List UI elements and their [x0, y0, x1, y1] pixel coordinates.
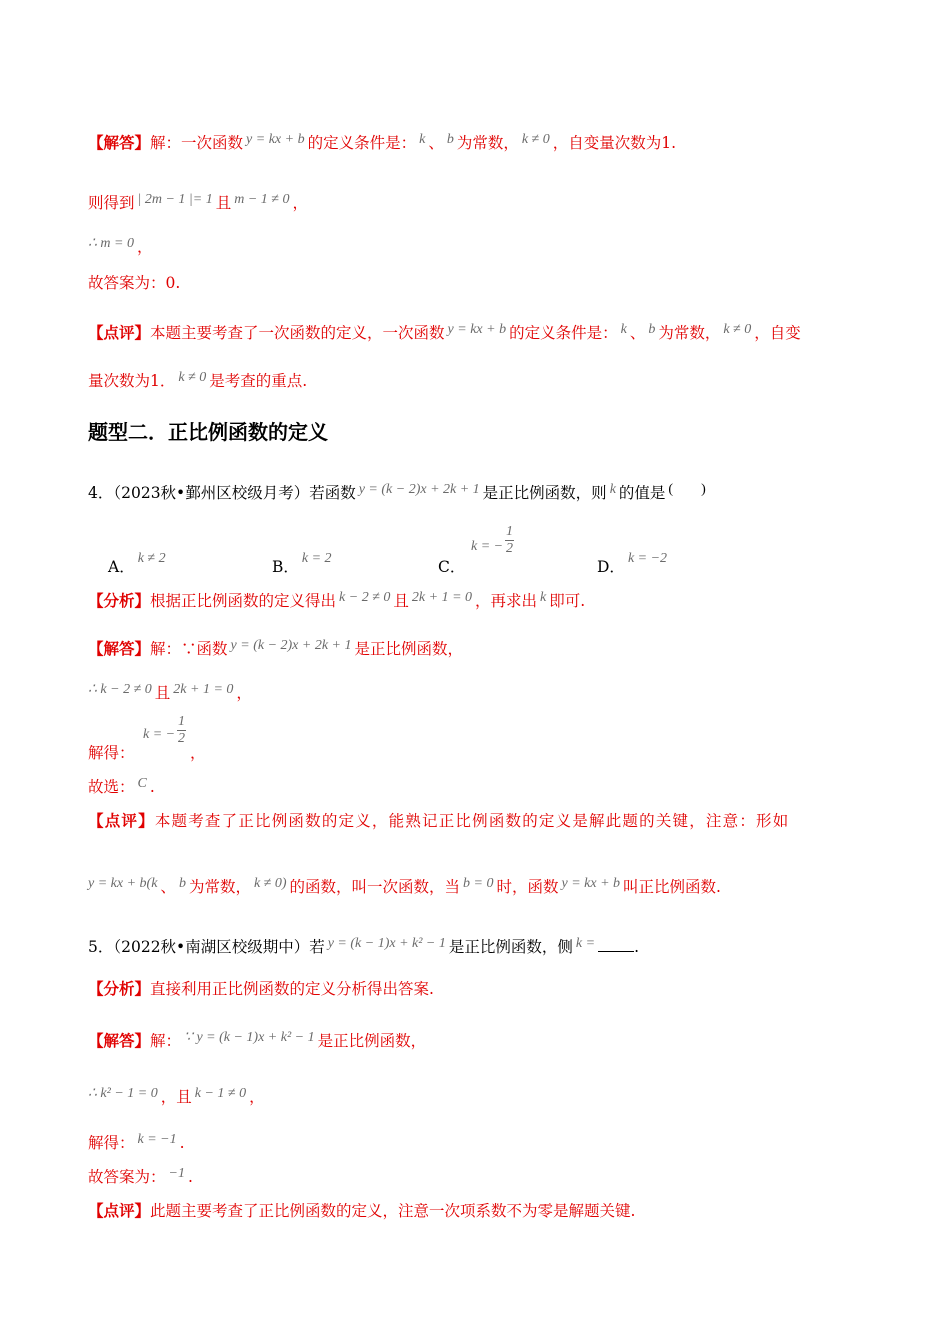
- math-expr: k: [419, 132, 426, 147]
- question-4: [88, 482, 709, 506]
- text: 直接利用正比例函数的定义分析得出答案.: [150, 980, 434, 998]
- text: ，: [249, 1088, 265, 1106]
- answer-line: [88, 272, 180, 294]
- text: .: [149, 778, 155, 796]
- math-expr: y = (k − 2)x + 2k + 1: [230, 638, 352, 653]
- analysis-label: 【分析】: [88, 979, 151, 998]
- solution-label: 【解答】: [88, 1031, 151, 1050]
- option-letter: B．: [272, 558, 299, 576]
- math-expr: ∵ y = (k − 1)x + k² − 1: [184, 1030, 315, 1045]
- math-expr: y = (k − 1)x + k² − 1: [327, 936, 446, 951]
- fraction: [177, 714, 186, 747]
- fraction-num: 1: [506, 524, 513, 539]
- math-expr: C: [137, 776, 147, 791]
- text: 的值是: [618, 484, 666, 502]
- solution-step: [88, 682, 252, 706]
- text: 是正比例函数，: [354, 640, 464, 658]
- text: ，且: [160, 1088, 192, 1106]
- text: 是正比例函数，: [317, 1032, 427, 1050]
- math-expr: k: [620, 322, 627, 337]
- text: .: [634, 938, 639, 956]
- math-expr: −1: [168, 1166, 185, 1181]
- text: 时，函数: [496, 878, 559, 896]
- question-5: [88, 936, 639, 960]
- text: 此题主要考查了正比例函数的定义，注意一次项系数不为零是解题关键.: [150, 1202, 636, 1220]
- math-expr: k ≠ 0): [253, 876, 287, 891]
- text: 本题考查了正比例函数的定义，能熟记正比例函数的定义是解此题的关键，注意：形如: [154, 812, 790, 830]
- math-expr: y = kx + b(k: [88, 876, 158, 891]
- math-expr: k = −: [471, 539, 504, 554]
- math-expr: b = 0: [463, 876, 494, 891]
- solution-step: [88, 742, 135, 764]
- fraction-den: 2: [178, 731, 185, 746]
- text: 为常数，: [456, 134, 519, 152]
- comment-paragraph-cont: [88, 876, 721, 900]
- option-letter: D．: [597, 558, 625, 576]
- text: 故答案为：0.: [88, 274, 181, 292]
- math-expr: b: [648, 322, 656, 337]
- fraction-num: 1: [178, 714, 185, 729]
- math-expr: y = kx + b: [447, 322, 507, 337]
- text: 解得：: [88, 1134, 135, 1152]
- text: 、: [629, 324, 646, 342]
- answer-blank[interactable]: [598, 937, 634, 952]
- math-expr: k ≠ 0: [178, 370, 207, 385]
- text: 是考查的重点.: [209, 372, 308, 390]
- text: 为常数，: [658, 324, 721, 342]
- solution-label: 【解答】: [88, 133, 151, 152]
- comment-label: 【点评】: [88, 1201, 151, 1220]
- math-expr: k = 2: [301, 551, 332, 566]
- comment-paragraph: [88, 322, 801, 346]
- math-expr: k ≠ 0: [723, 322, 752, 337]
- text: 解：∵函数: [150, 640, 228, 658]
- text: 是正比例函数，则: [482, 484, 607, 502]
- math-expr: 2k + 1 = 0: [173, 682, 234, 697]
- math-expr: k ≠ 0: [521, 132, 550, 147]
- text: 叫正比例函数.: [623, 878, 721, 896]
- analysis-label: 【分析】: [88, 591, 151, 610]
- analysis-paragraph: [88, 978, 434, 1000]
- text: 解：: [150, 1032, 182, 1050]
- section-heading: 题型二．正比例函数的定义: [88, 420, 328, 444]
- text: .: [179, 1134, 185, 1152]
- text: 解得：: [88, 744, 135, 762]
- math-expr: ∴ k² − 1 = 0: [88, 1086, 158, 1101]
- math-expr: y = kx + b: [246, 132, 305, 147]
- option-c: [438, 555, 465, 577]
- math-expr: k ≠ 2: [137, 551, 166, 566]
- math-expr: m − 1 ≠ 0: [234, 192, 290, 207]
- math-expr: k =: [575, 936, 596, 951]
- solution-paragraph: [88, 1030, 426, 1054]
- math-expr: k = −: [143, 727, 176, 742]
- solution-step: [88, 1086, 265, 1110]
- solution-label: 【解答】: [88, 639, 151, 658]
- math-expr: ∴ m = 0: [88, 236, 134, 251]
- math-expr: k: [540, 590, 547, 605]
- text: 且: [393, 592, 409, 610]
- choice-line: [88, 776, 155, 800]
- question-number: 5．（2022秋•南湖区校级期中）若: [88, 938, 325, 956]
- solution-step: [88, 236, 152, 260]
- math-expr: 2k + 1 = 0: [411, 590, 473, 605]
- math-expr: b: [446, 132, 454, 147]
- text: ，自变: [754, 324, 801, 342]
- math-expr: k = −2: [627, 551, 668, 566]
- comment-label: 【点评】: [88, 811, 155, 830]
- solution-step: [88, 1132, 185, 1156]
- math-expr: k − 1 ≠ 0: [194, 1086, 247, 1101]
- comment-label: 【点评】: [88, 323, 151, 342]
- option-b: [272, 551, 335, 577]
- text: ，: [236, 684, 252, 702]
- question-number: 4．（2023秋•鄞州区校级月考）若函数: [88, 484, 356, 502]
- analysis-paragraph: [88, 590, 585, 614]
- option-d: [597, 551, 670, 577]
- math-expr: b: [178, 876, 186, 891]
- option-a: [108, 551, 169, 577]
- text: 的定义条件是：: [307, 134, 417, 152]
- option-letter: C．: [438, 558, 466, 576]
- text: 、: [160, 878, 176, 896]
- text: 为常数，: [188, 878, 251, 896]
- option-letter: A．: [108, 558, 135, 576]
- text: 、: [428, 134, 444, 152]
- math-expr: | 2m − 1 |= 1: [137, 192, 213, 207]
- text: ，: [190, 744, 206, 762]
- text: 的函数，叫一次函数，当: [289, 878, 461, 896]
- comment-paragraph: [88, 810, 789, 832]
- text: ，: [136, 238, 153, 256]
- text: 且: [215, 194, 232, 212]
- text: 故答案为：: [88, 1168, 166, 1186]
- math-expr: y = kx + b: [561, 876, 621, 891]
- text: 是正比例函数，侧: [448, 938, 573, 956]
- comment-paragraph: [88, 1200, 635, 1222]
- text: 的定义条件是：: [509, 324, 618, 342]
- text: ，: [292, 194, 308, 212]
- solution-step: [88, 192, 308, 216]
- text: 故选：: [88, 778, 135, 796]
- text: 即可.: [549, 592, 586, 610]
- text: .: [187, 1168, 193, 1186]
- comment-paragraph-cont: [88, 370, 307, 394]
- math-expr: k − 2 ≠ 0: [339, 590, 391, 605]
- text: 且: [154, 684, 171, 702]
- math-expr: k = −1: [137, 1132, 177, 1147]
- text: 本题主要考查了一次函数的定义，一次函数: [150, 324, 445, 342]
- text: 根据正比例函数的定义得出: [150, 592, 337, 610]
- answer-line: [88, 1166, 193, 1190]
- answer-paren: ( ): [668, 482, 706, 497]
- fraction: [505, 524, 514, 557]
- text: 量次数为1．: [88, 372, 176, 390]
- fraction-den: 2: [506, 541, 513, 556]
- solution-paragraph: [88, 638, 463, 662]
- text: ，自变量次数为1.: [552, 134, 677, 152]
- text: 解：一次函数: [150, 134, 244, 152]
- solution-paragraph: [88, 132, 676, 156]
- math-expr: y = (k − 2)x + 2k + 1: [358, 482, 480, 497]
- math-expr: k: [609, 482, 616, 497]
- text: 则得到: [88, 194, 135, 212]
- text: ，再求出: [475, 592, 538, 610]
- math-expr: ∴ k − 2 ≠ 0: [88, 682, 152, 697]
